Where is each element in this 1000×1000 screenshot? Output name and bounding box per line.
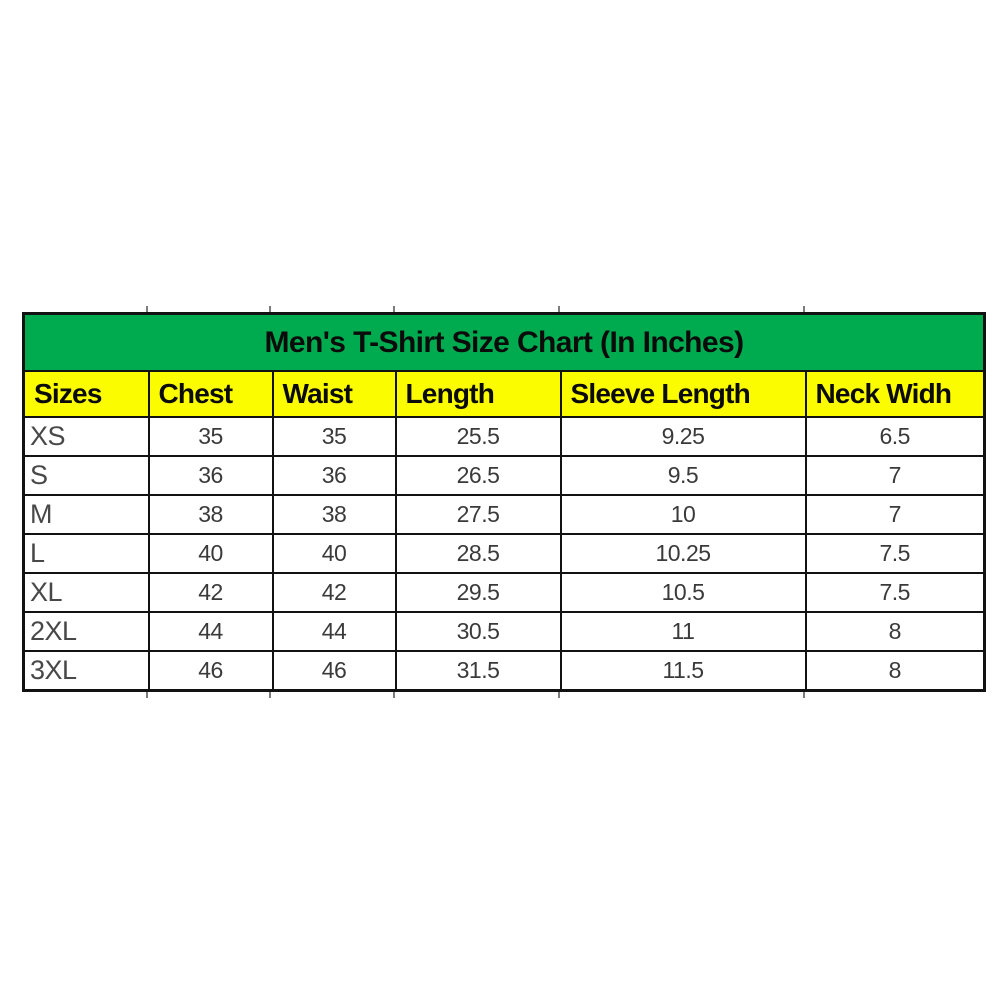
- column-divider-tick: [393, 306, 395, 312]
- waist-cell: 44: [273, 612, 396, 651]
- size-cell: 3XL: [24, 651, 149, 691]
- column-header-row: [24, 371, 985, 417]
- title-row: [24, 314, 985, 372]
- sleeve-length-cell: 9.5: [561, 456, 806, 495]
- cropped-row-below: [22, 692, 983, 699]
- size-cell: S: [24, 456, 149, 495]
- neck-width-cell: 7.5: [806, 534, 985, 573]
- column-header-sleeve-length: Sleeve Length: [561, 371, 806, 417]
- size-cell: XS: [24, 417, 149, 456]
- table-row-s: [24, 456, 985, 495]
- column-divider-tick: [558, 306, 560, 312]
- waist-cell: 38: [273, 495, 396, 534]
- neck-width-cell: 8: [806, 612, 985, 651]
- neck-width-cell: 7.5: [806, 573, 985, 612]
- table-row-3xl: [24, 651, 985, 691]
- length-cell: 30.5: [396, 612, 561, 651]
- column-header-waist: Waist: [273, 371, 396, 417]
- column-header-chest: Chest: [149, 371, 273, 417]
- length-cell: 26.5: [396, 456, 561, 495]
- waist-cell: 40: [273, 534, 396, 573]
- sleeve-length-cell: 11: [561, 612, 806, 651]
- sleeve-length-cell: 11.5: [561, 651, 806, 691]
- size-chart-table: [22, 305, 983, 699]
- column-divider-tick: [146, 306, 148, 312]
- column-header-neck-width: Neck Widh: [806, 371, 985, 417]
- table-title: Men's T-Shirt Size Chart (In Inches): [24, 314, 985, 372]
- chest-cell: 46: [149, 651, 273, 691]
- size-cell: M: [24, 495, 149, 534]
- sleeve-length-cell: 10.25: [561, 534, 806, 573]
- column-header-length: Length: [396, 371, 561, 417]
- length-cell: 31.5: [396, 651, 561, 691]
- column-divider-tick: [146, 692, 148, 698]
- waist-cell: 35: [273, 417, 396, 456]
- column-divider-tick: [269, 306, 271, 312]
- neck-width-cell: 7: [806, 456, 985, 495]
- waist-cell: 36: [273, 456, 396, 495]
- size-cell: 2XL: [24, 612, 149, 651]
- table-row-l: [24, 534, 985, 573]
- sleeve-length-cell: 10.5: [561, 573, 806, 612]
- chest-cell: 42: [149, 573, 273, 612]
- waist-cell: 42: [273, 573, 396, 612]
- chest-cell: 36: [149, 456, 273, 495]
- chest-cell: 38: [149, 495, 273, 534]
- size-chart: [22, 312, 986, 692]
- size-cell: XL: [24, 573, 149, 612]
- column-divider-tick: [558, 692, 560, 698]
- cropped-row-above: [22, 305, 983, 312]
- column-divider-tick: [393, 692, 395, 698]
- table-row-xl: [24, 573, 985, 612]
- sleeve-length-cell: 9.25: [561, 417, 806, 456]
- column-divider-tick: [803, 692, 805, 698]
- chest-cell: 40: [149, 534, 273, 573]
- column-divider-tick: [269, 692, 271, 698]
- length-cell: 29.5: [396, 573, 561, 612]
- sleeve-length-cell: 10: [561, 495, 806, 534]
- neck-width-cell: 7: [806, 495, 985, 534]
- waist-cell: 46: [273, 651, 396, 691]
- chest-cell: 35: [149, 417, 273, 456]
- neck-width-cell: 6.5: [806, 417, 985, 456]
- size-cell: L: [24, 534, 149, 573]
- length-cell: 27.5: [396, 495, 561, 534]
- table-row-2xl: [24, 612, 985, 651]
- neck-width-cell: 8: [806, 651, 985, 691]
- table-row-xs: [24, 417, 985, 456]
- column-header-sizes: Sizes: [24, 371, 149, 417]
- column-divider-tick: [803, 306, 805, 312]
- length-cell: 25.5: [396, 417, 561, 456]
- length-cell: 28.5: [396, 534, 561, 573]
- chest-cell: 44: [149, 612, 273, 651]
- table-row-m: [24, 495, 985, 534]
